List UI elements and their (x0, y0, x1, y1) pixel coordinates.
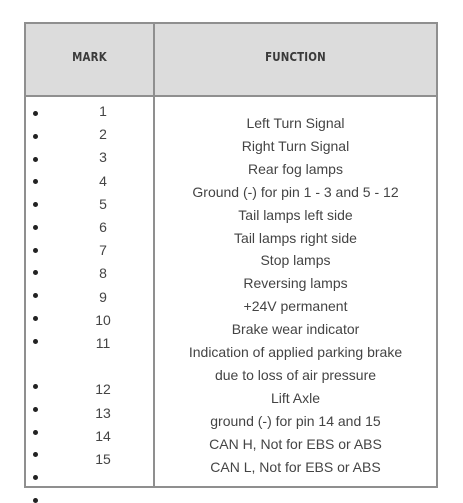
bullet-dot (33, 293, 38, 298)
mark-cell: 3 (99, 149, 107, 166)
function-cell: Tail lamps left side (238, 206, 353, 223)
function-cell: Left Turn Signal (246, 115, 345, 131)
function-cell: Tail lamps right side (234, 229, 357, 246)
function-cell: +24V permanent (243, 298, 348, 315)
bullet-dot (33, 202, 38, 207)
bullet-dot (33, 157, 38, 162)
bullet-dot (33, 248, 38, 253)
mark-cell: 2 (99, 126, 107, 143)
bullet-dot (33, 339, 38, 344)
function-cell: ground (-) for pin 14 and 15 (210, 412, 381, 429)
mark-cell: 14 (95, 427, 111, 444)
bullet-dot (33, 475, 38, 480)
function-cell: Lift Axle (270, 389, 321, 406)
bullet-dot (33, 179, 38, 184)
mark-cell: 5 (99, 195, 107, 212)
bullet-dot (33, 452, 38, 457)
function-cell: Reversing lamps (243, 275, 348, 292)
mark-cell: 12 (95, 381, 111, 398)
function-cell: Stop lamps (260, 252, 331, 269)
mark-cell: 6 (99, 219, 107, 235)
header-mark: MARK (72, 49, 107, 64)
header-function: FUNCTION (265, 49, 326, 64)
function-cell: Ground (-) for pin 1 - 3 and 5 - 12 (192, 183, 399, 200)
mark-cell: 8 (99, 265, 107, 282)
function-cell: Right Turn Signal (241, 137, 350, 154)
mark-cell: 1 (99, 103, 107, 119)
function-cell: due to loss of air pressure (214, 366, 377, 383)
bullet-dot (33, 384, 38, 389)
bullet-dot (33, 270, 38, 275)
bullet-dot (33, 498, 38, 503)
function-cell: Brake wear indicator (231, 321, 360, 338)
function-cell: Rear fog lamps (248, 160, 343, 177)
mark-cell: 15 (95, 451, 111, 467)
mark-cell: 13 (95, 404, 111, 421)
mark-cell: 10 (95, 311, 111, 328)
function-cell: CAN H, Not for EBS or ABS (209, 435, 382, 452)
mark-cell: 7 (99, 242, 107, 259)
bullet-dot (33, 430, 38, 435)
function-cell: Indication of applied parking brake (188, 344, 403, 360)
bullet-dot (33, 134, 38, 139)
pin-table (24, 22, 438, 488)
mark-cell: 9 (99, 288, 107, 305)
bullet-dot (33, 316, 38, 321)
mark-cell: 11 (95, 335, 111, 351)
bullet-dot (33, 111, 38, 116)
bullet-dot (33, 407, 38, 412)
mark-cell: 4 (99, 172, 107, 189)
function-cell: CAN L, Not for EBS or ABS (210, 458, 381, 475)
bullet-dot (33, 225, 38, 230)
table-header (26, 24, 436, 97)
